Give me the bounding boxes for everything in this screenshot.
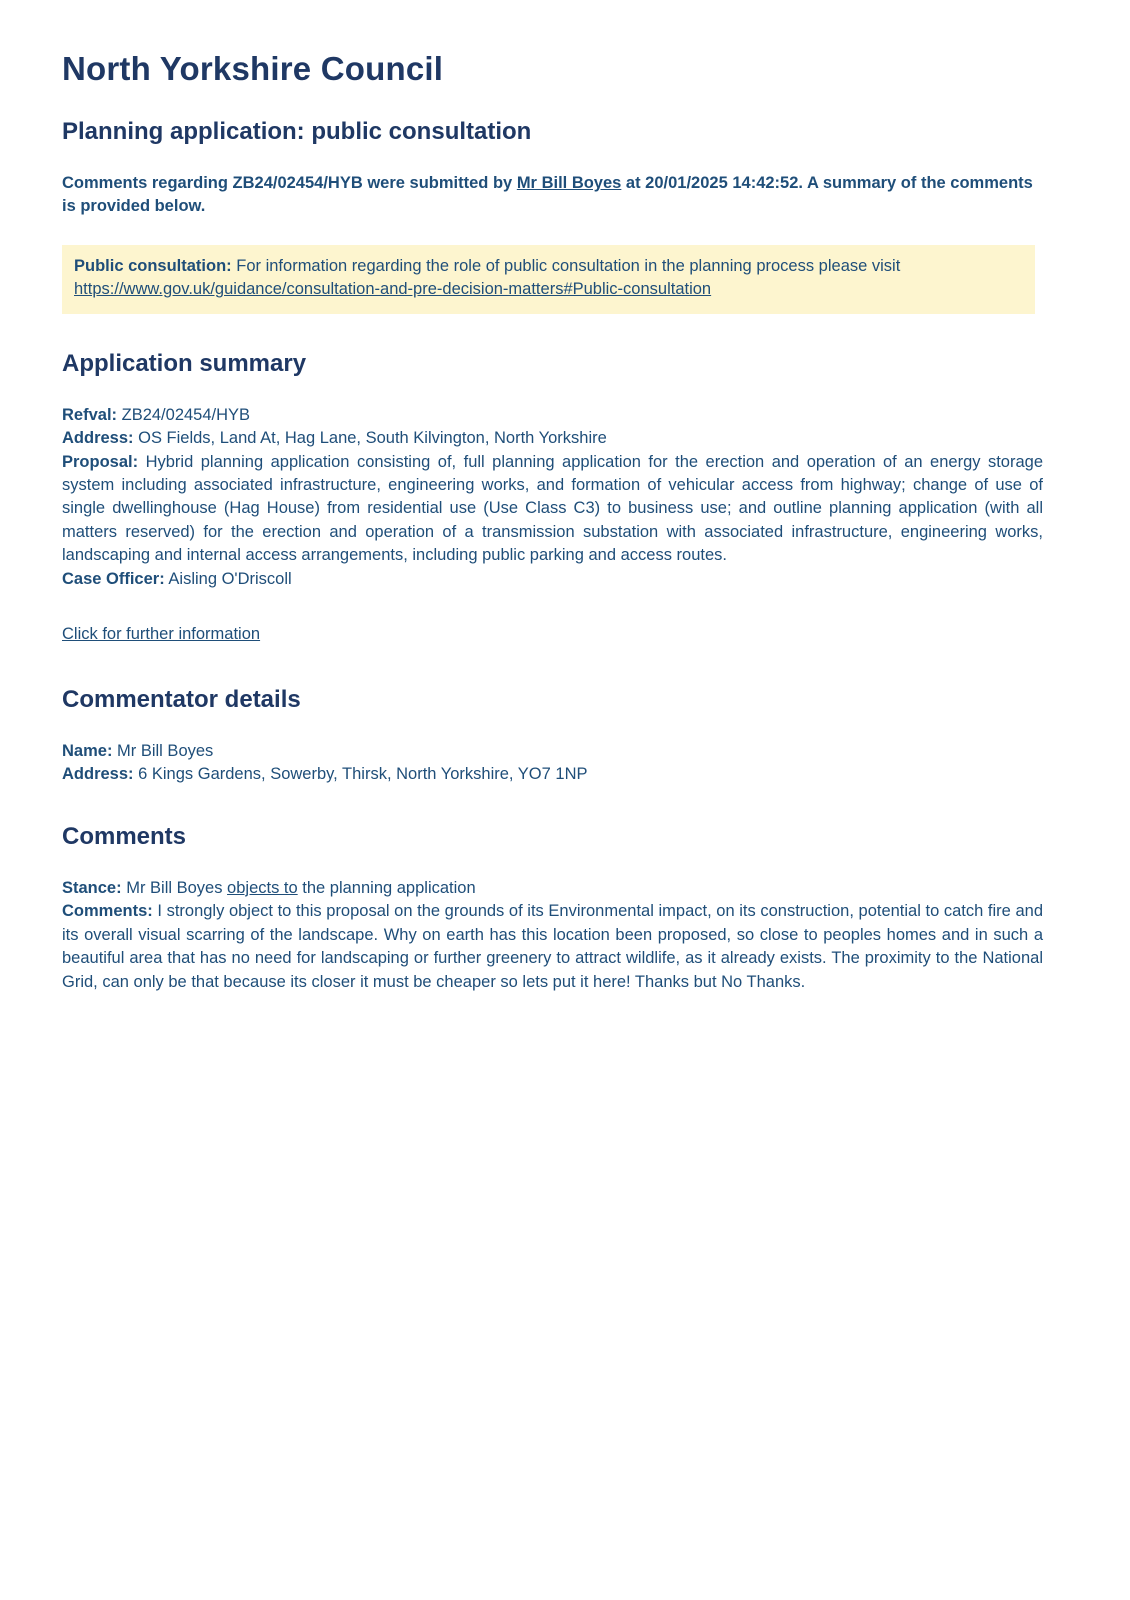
- field-stance: [62, 877, 1043, 900]
- gov-uk-consultation-link[interactable]: https://www.gov.uk/guidance/consultation-and-pre-decision-matters#Public-consultation: [74, 280, 712, 299]
- refval-value: ZB24/02454/HYB: [117, 405, 251, 424]
- section-heading-public-consultation: Planning application: public consultation: [62, 118, 532, 145]
- intro-paragraph: [62, 172, 1043, 219]
- intro-text-after: at 20/01/2025 14:42:52. A summary of the comments is provided below.: [62, 174, 1033, 216]
- comments-value: I strongly object to this proposal on the grounds of its Environmental impact, on its construction, potential to catch fire and its overall visual scarring of the landscape. Why on earth has this location been proposed, so close to peoples homes and in such a beautiful area that has no need for landscaping or further greenery to attract wildlife, as it already exists. The proximity to the National Grid, can only be that because its closer it must be cheaper so lets put it here! Thanks but No Thanks.: [62, 902, 1043, 991]
- intro-text-before: Comments regarding ZB24/02454/HYB were submitted by: [62, 174, 517, 192]
- proposal-label: Proposal:: [62, 452, 139, 471]
- further-information-link[interactable]: Click for further information: [62, 625, 261, 644]
- field-refval: [62, 404, 1043, 427]
- public-consultation-notice: [62, 245, 1035, 314]
- page-title: North Yorkshire Council: [62, 50, 444, 87]
- field-name: [62, 740, 1043, 763]
- comments-label: Comments:: [62, 902, 153, 921]
- stance-label: Stance:: [62, 878, 122, 897]
- address-value: OS Fields, Land At, Hag Lane, South Kilvington, North Yorkshire: [133, 429, 607, 448]
- notice-text: For information regarding the role of public consultation in the planning process please visit: [231, 256, 901, 275]
- commentator-address-label: Address:: [62, 765, 134, 784]
- proposal-value: Hybrid planning application consisting of, full planning application for the erection and operation of an energy storage system including associated infrastructure, engineering works, and formation of vehicular access from highway; change of use of single dwellinghouse (Hag House) from residential use (Use Class C3) to business use; and outline planning application (with all matters reserved) for the erection and operation of a transmission substation with associated infrastructure, engineering works, landscaping and internal access arrangements, including public parking and access routes.: [62, 452, 1043, 565]
- section-heading-commentator-details: Commentator details: [62, 686, 301, 714]
- refval-label: Refval:: [62, 405, 118, 424]
- section-heading-comments: Comments: [62, 822, 187, 850]
- stance-text-before: Mr Bill Boyes: [121, 878, 228, 897]
- field-case-officer: [62, 568, 1043, 591]
- name-value: Mr Bill Boyes: [112, 742, 214, 761]
- notice-label: Public consultation:: [74, 256, 232, 275]
- stance-objects-link[interactable]: objects to: [227, 878, 298, 897]
- address-label: Address:: [62, 429, 134, 448]
- commenter-name-link[interactable]: Mr Bill Boyes: [516, 174, 622, 192]
- field-commentator-address: [62, 763, 1043, 786]
- application-summary-fields: [62, 404, 1043, 591]
- section-heading-application-summary: Application summary: [62, 349, 307, 377]
- comments-fields: [62, 877, 1043, 994]
- case-officer-label: Case Officer:: [62, 569, 165, 588]
- field-proposal: [62, 451, 1043, 568]
- case-officer-value: Aisling O'Driscoll: [164, 569, 292, 588]
- commentator-fields: [62, 740, 1043, 787]
- stance-text-after: the planning application: [297, 878, 476, 897]
- name-label: Name:: [62, 742, 113, 761]
- field-address: [62, 427, 1043, 450]
- commentator-address-value: 6 Kings Gardens, Sowerby, Thirsk, North Yorkshire, YO7 1NP: [133, 765, 588, 784]
- field-comments: [62, 900, 1043, 994]
